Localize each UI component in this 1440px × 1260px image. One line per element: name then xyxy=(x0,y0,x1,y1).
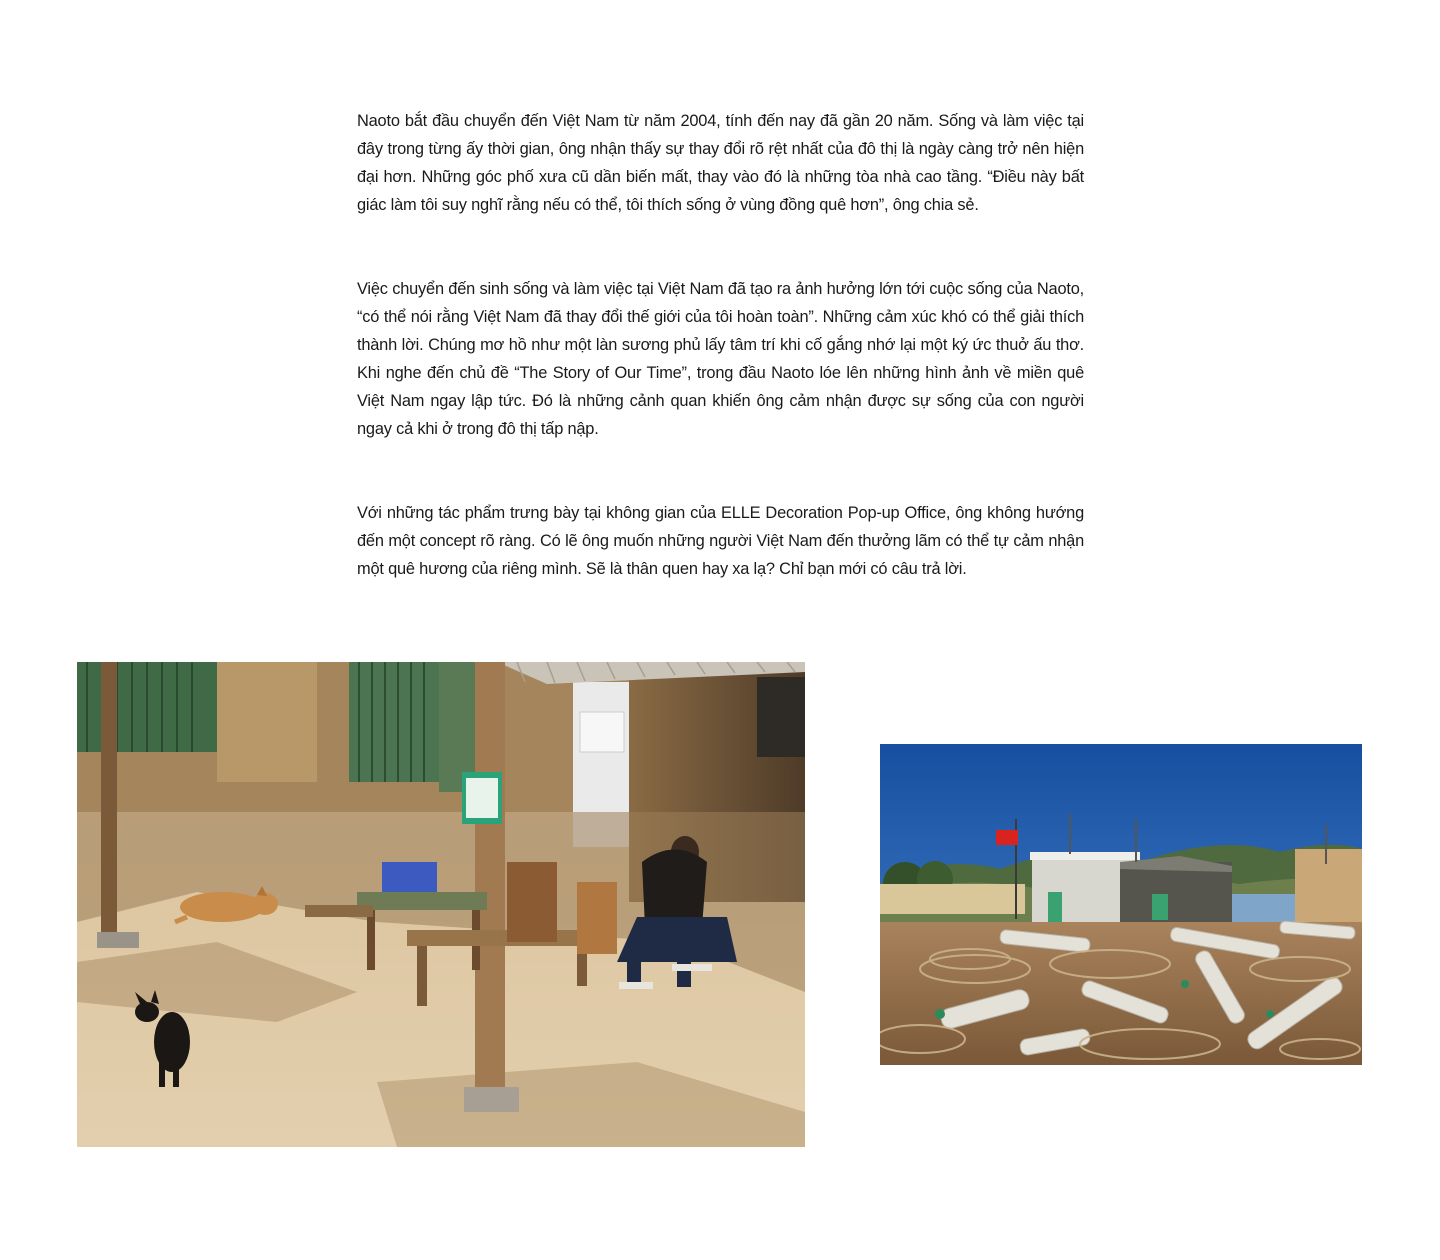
village-yard-photo xyxy=(77,662,805,1147)
fishing-village-photo xyxy=(880,744,1362,1065)
paragraph-1: Naoto bắt đầu chuyển đến Việt Nam từ năm 2004, tính đến nay đã gần 20 năm. Sống và làm việc tại đây trong từng ấy thời gian, ông nhận thấy sự thay đổi rõ rệt nhất của đô thị là ngày càng trở nên hiện đại hơn. Những góc phố xưa cũ dần biến mất, thay vào đó là những tòa nhà cao tầng. “Điều này bất giác làm tôi suy nghĩ rằng nếu có thể, tôi thích sống ở vùng đồng quê hơn”, ông chia sẻ. xyxy=(357,112,1084,214)
paragraph-2: Việc chuyển đến sinh sống và làm việc tại Việt Nam đã tạo ra ảnh hưởng lớn tới cuộc sống của Naoto, “có thể nói rằng Việt Nam đã thay đổi thế giới của tôi hoàn toàn”. Những cảm xúc khó có thể giải thích thành lời. Chúng mơ hồ như một làn sương phủ lấy tâm trí khi cố gắng nhớ lại một ký ức thuở ấu thơ. Khi nghe đến chủ đề “The Story of Our Time”, trong đầu Naoto lóe lên những hình ảnh về miền quê Việt Nam ngay lập tức. Đó là những cảnh quan khiến ông cảm nhận được sự sống của con người ngay cả khi ở trong đô thị tấp nập. xyxy=(357,280,1084,438)
village-yard-image xyxy=(77,662,805,1147)
fishing-village-image xyxy=(880,744,1362,1065)
paragraph-3: Với những tác phẩm trưng bày tại không gian của ELLE Decoration Pop-up Office, ông không hướng đến một concept rõ ràng. Có lẽ ông muốn những người Việt Nam đến thưởng lãm có thể tự cảm nhận một quê hương của riêng mình. Sẽ là thân quen hay xa lạ? Chỉ bạn mới có câu trả lời. xyxy=(357,504,1084,578)
